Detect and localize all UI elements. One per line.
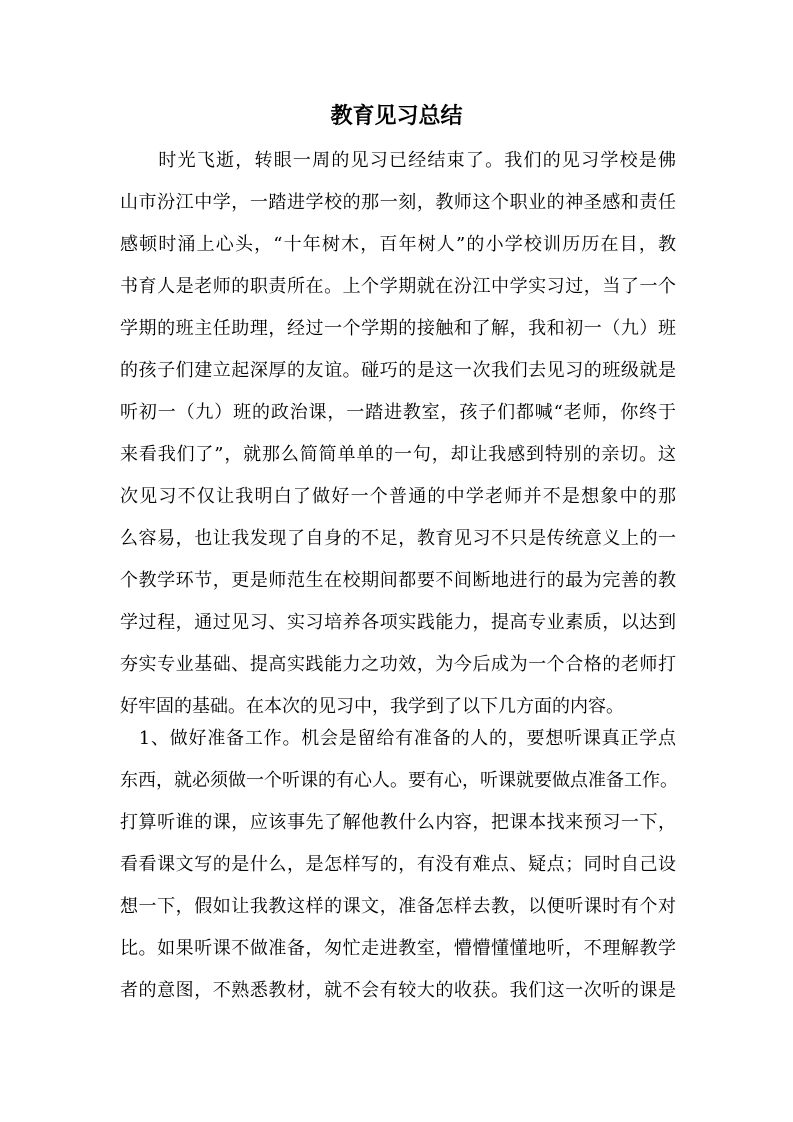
paragraph-line: 夯实专业基础、提高实践能力之功效，为今后成为一个合格的老师打 — [120, 654, 676, 675]
paragraph-line: 个教学环节，更是师范生在校期间都要不间断地进行的最为完善的教 — [120, 570, 676, 591]
paragraph-line: 学过程，通过见习、实习培养各项实践能力，提高专业素质，以达到 — [120, 612, 676, 633]
paragraph-line: 感顿时涌上心头，“十年树木，百年树人”的小学校训历历在目，教 — [120, 234, 676, 255]
paragraph-line: 书育人是老师的职责所在。上个学期就在汾江中学实习过，当了一个 — [120, 276, 676, 297]
document-title: 教育见习总结 — [330, 103, 463, 129]
paragraph-line: 次见习不仅让我明白了做好一个普通的中学老师并不是想象中的那 — [120, 486, 676, 507]
paragraph-line: 打算听谁的课，应该事先了解他教什么内容，把课本找来预习一下， — [120, 812, 676, 833]
paragraph-line: 来看我们了”，就那么简简单单的一句，却让我感到特别的亲切。这 — [120, 444, 676, 465]
paragraph-line: 好牢固的基础。在本次的见习中，我学到了以下几方面的内容。 — [120, 696, 624, 717]
paragraph-line: 听初一（九）班的政治课，一踏进教室，孩子们都喊“老师，你终于 — [120, 402, 676, 423]
paragraph-intro — [120, 140, 676, 728]
paragraph-line: 想一下，假如让我教这样的课文，准备怎样去教，以便听课时有个对 — [120, 896, 676, 917]
paragraph-line: 的孩子们建立起深厚的友谊。碰巧的是这一次我们去见习的班级就是 — [120, 360, 676, 381]
paragraph-point-1 — [120, 718, 676, 1012]
paragraph-line: 东西，就必须做一个听课的有心人。要有心，听课就要做点准备工作。 — [120, 770, 678, 791]
paragraph-line: 者的意图，不熟悉教材，就不会有较大的收获。我们这一次听的课是 — [120, 980, 676, 1001]
paragraph-line: 1、做好准备工作。机会是留给有准备的人的，要想听课真正学点 — [120, 728, 676, 749]
paragraph-line: 学期的班主任助理，经过一个学期的接触和了解，我和初一（九）班 — [120, 318, 676, 339]
paragraph-line: 么容易，也让我发现了自身的不足，教育见习不只是传统意义上的一 — [120, 528, 676, 549]
paragraph-line: 时光飞逝，转眼一周的见习已经结束了。我们的见习学校是佛 — [120, 150, 676, 171]
paragraph-line: 山市汾江中学，一踏进学校的那一刻，教师这个职业的神圣感和责任 — [120, 192, 676, 213]
paragraph-line: 看看课文写的是什么，是怎样写的，有没有难点、疑点；同时自己设 — [120, 854, 676, 875]
paragraph-line: 比。如果听课不做准备，匆忙走进教室，懵懵懂懂地听，不理解教学 — [120, 938, 676, 959]
